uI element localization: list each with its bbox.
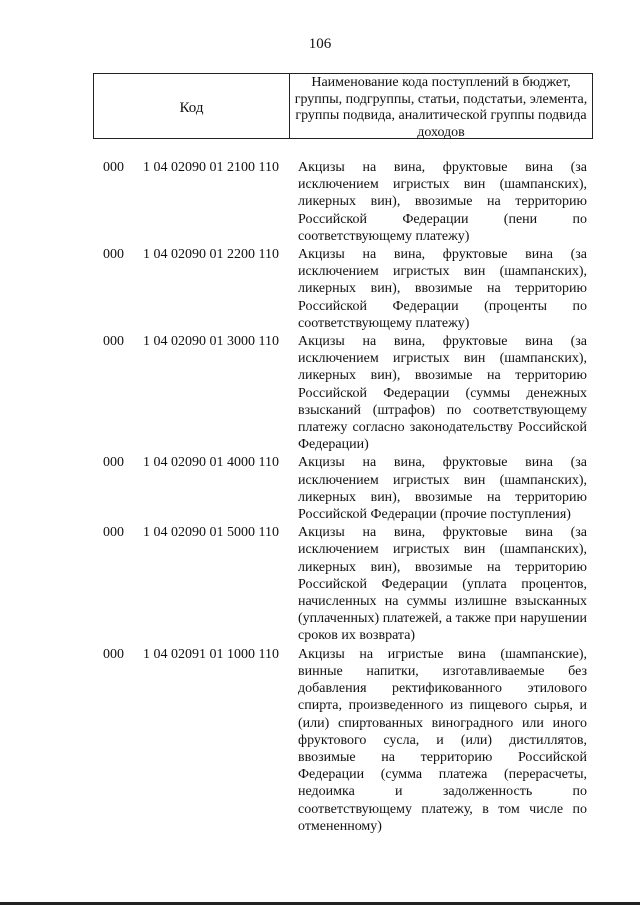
row-admin-code: 000 — [103, 646, 124, 662]
page-number: 106 — [308, 36, 332, 52]
row-budget-code: 1 04 02090 01 2100 110 — [143, 160, 279, 175]
row-admin-code: 000 — [103, 334, 124, 350]
table-body — [0, 159, 640, 835]
row-name: Акцизы на игристые вина (шампанские), винные напитки, изготавливаемые без добавления ректификованного этилового спирта, произведенного из пищевого сырья, и (или) спиртованных виноградного или иного фруктового сусла, и (или) дистиллятов, ввозимые на территорию Российской Федерации (сумма платежа (перерасчеты, недоимка и задолженность по соответствующему платежу, в том числе по отмененному) — [298, 646, 587, 834]
row-name: Акцизы на вина, фруктовые вина (за исключением игристых вин (шампанских), ликерных вин), ввозимые на территорию Российской Федерации (прочие поступления) — [298, 455, 587, 523]
row-name: Акцизы на вина, фруктовые вина (за исключением игристых вин (шампанских), ликерных вин), ввозимые на территорию Российской Федерации (пени по соответствующему платежу) — [298, 160, 587, 244]
row-budget-code: 1 04 02090 01 5000 110 — [143, 525, 279, 541]
column-header-name: Наименование кода поступлений в бюджет, группы, подгруппы, статьи, подстатьи, элемента, группы подвида, аналитической группы подвида доходов — [294, 75, 588, 140]
row-admin-code: 000 — [103, 247, 124, 263]
table-row — [0, 454, 640, 523]
row-budget-code: 1 04 02090 01 2200 110 — [143, 247, 279, 263]
row-admin-code: 000 — [103, 160, 124, 175]
row-admin-code: 000 — [103, 455, 124, 471]
row-name: Акцизы на вина, фруктовые вина (за исключением игристых вин (шампанских), ликерных вин), ввозимые на территорию Российской Федерации (уплата процентов, начисленных на суммы излишне взысканных (уплаченных) платежей, а также при нарушении сроков их возврата) — [298, 525, 587, 644]
row-budget-code: 1 04 02091 01 1000 110 — [143, 646, 279, 662]
table-row — [0, 646, 640, 835]
table-row — [0, 246, 640, 332]
table-row — [0, 159, 640, 245]
table-row — [0, 333, 640, 453]
column-header-code: Код — [94, 74, 290, 138]
row-name: Акцизы на вина, фруктовые вина (за исключением игристых вин (шампанских), ликерных вин), ввозимые на территорию Российской Федерации (проценты по соответствующему платежу) — [298, 247, 587, 331]
row-admin-code: 000 — [103, 525, 124, 541]
row-budget-code: 1 04 02090 01 3000 110 — [143, 334, 279, 350]
table-row — [0, 524, 640, 644]
table-header — [93, 73, 593, 139]
row-name: Акцизы на вина, фруктовые вина (за исключением игристых вин (шампанских), ликерных вин), ввозимые на территорию Российской Федерации (суммы денежных взысканий (штрафов) по соответствующему платежу согласно законодательству Российской Федерации) — [298, 334, 587, 453]
row-budget-code: 1 04 02090 01 4000 110 — [143, 455, 279, 471]
